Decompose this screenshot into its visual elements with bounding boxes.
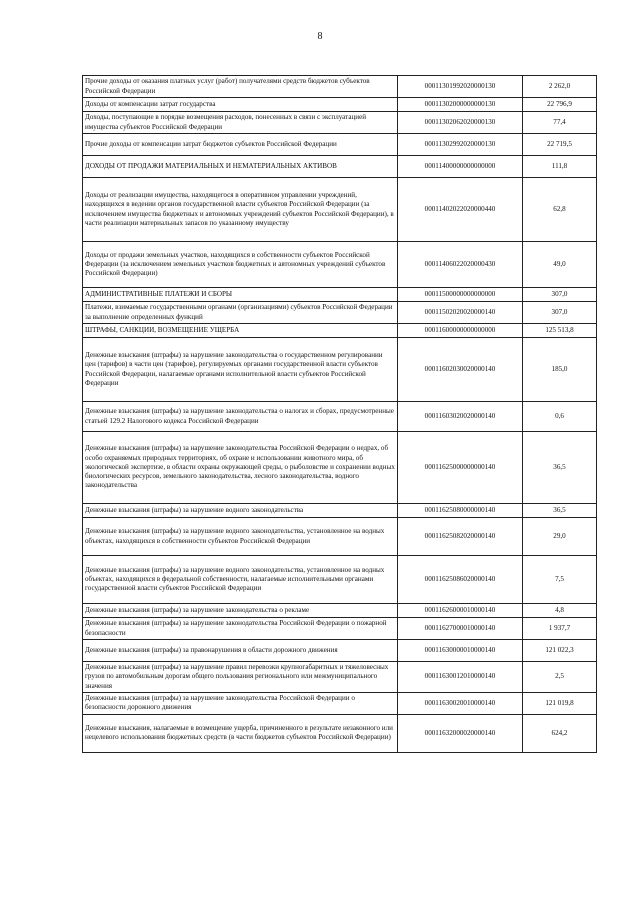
table-row: [83, 692, 597, 714]
row-name-cell: Прочие доходы от оказания платных услуг (работ) получателями средств бюджетов субъектов Российской Федерации: [83, 76, 398, 98]
table-row: [83, 76, 597, 98]
row-name-cell: Денежные взыскания (штрафы) за нарушение законодательства Российской Федерации о недрах, об особо охраняемых природных территориях, об охране и использовании животного мира, об экологической экспертизе, в области охраны окружающей среды, о рыболовстве и сохранении водных биологических ресурсов, земельного законодательства, лесного законодательства, водного законодательства: [83, 432, 398, 504]
row-name-cell: Доходы, поступающие в порядке возмещения расходов, понесенных в связи с эксплуатацией имущества субъектов Российской Федерации: [83, 112, 398, 134]
row-amount-cell: 7,5: [523, 556, 597, 604]
revenue-table-body: [83, 76, 597, 753]
row-name-cell: Денежные взыскания (штрафы) за нарушение правил перевозки крупногабаритных и тяжеловесных грузов по автомобильным дорогам общего пользования регионального или межмуниципального значения: [83, 662, 398, 693]
table-row: [83, 178, 597, 242]
row-amount-cell: 121 022,3: [523, 640, 597, 662]
row-amount-cell: 185,0: [523, 338, 597, 402]
table-row: [83, 156, 597, 178]
row-amount-cell: 307,0: [523, 288, 597, 302]
row-amount-cell: 49,0: [523, 242, 597, 288]
row-name-cell: Доходы от компенсации затрат государства: [83, 98, 398, 112]
row-name-cell: Прочие доходы от компенсации затрат бюджетов субъектов Российской Федерации: [83, 134, 398, 156]
row-amount-cell: 22 719,5: [523, 134, 597, 156]
row-name-cell: Денежные взыскания (штрафы) за нарушение водного законодательства, установленное на водных объектах, находящихся в собственности субъектов Российской Федерации: [83, 518, 398, 556]
row-name-cell: Денежные взыскания (штрафы) за нарушение законодательства о налогах и сборах, предусмотренные статьей 129.2 Налогового кодекса Российской Федерации: [83, 402, 398, 432]
row-code-cell: 00011301992020000130: [398, 76, 523, 98]
table-row: [83, 432, 597, 504]
row-code-cell: 00011625086020000140: [398, 556, 523, 604]
table-row: [83, 604, 597, 618]
row-code-cell: 00011630012010000140: [398, 662, 523, 693]
row-code-cell: 00011626000010000140: [398, 604, 523, 618]
row-code-cell: 00011625000000000140: [398, 432, 523, 504]
row-amount-cell: 111,8: [523, 156, 597, 178]
table-row: [83, 714, 597, 752]
row-name-cell: Денежные взыскания (штрафы) за правонарушения в области дорожного движения: [83, 640, 398, 662]
row-amount-cell: 2 262,0: [523, 76, 597, 98]
row-amount-cell: 307,0: [523, 302, 597, 324]
row-code-cell: 00011302062020000130: [398, 112, 523, 134]
row-code-cell: 00011500000000000000: [398, 288, 523, 302]
row-amount-cell: 4,8: [523, 604, 597, 618]
row-code-cell: 00011627000010000140: [398, 618, 523, 640]
row-code-cell: 00011402022020000440: [398, 178, 523, 242]
table-row: [83, 98, 597, 112]
row-name-cell: Доходы от продажи земельных участков, находящихся в собственности субъектов Российской Федерации (за исключением земельных участков бюджетных и автономных учреждений субъектов Российской Федерации): [83, 242, 398, 288]
row-code-cell: 00011502020020000140: [398, 302, 523, 324]
row-name-cell: Денежные взыскания (штрафы) за нарушение законодательства Российской Федерации о пожарной безопасности: [83, 618, 398, 640]
table-row: [83, 662, 597, 693]
row-amount-cell: 77,4: [523, 112, 597, 134]
row-code-cell: 00011400000000000000: [398, 156, 523, 178]
table-row: [83, 134, 597, 156]
row-code-cell: 00011630020010000140: [398, 692, 523, 714]
row-name-cell: Денежные взыскания (штрафы) за нарушение законодательства Российской Федерации о безопасности дорожного движения: [83, 692, 398, 714]
row-amount-cell: 22 796,9: [523, 98, 597, 112]
table-row: [83, 302, 597, 324]
table-row: [83, 618, 597, 640]
row-name-cell: Денежные взыскания (штрафы) за нарушение законодательства о рекламе: [83, 604, 398, 618]
row-code-cell: 00011302000000000130: [398, 98, 523, 112]
row-code-cell: 00011600000000000000: [398, 324, 523, 338]
table-row: [83, 288, 597, 302]
table-row: [83, 324, 597, 338]
row-code-cell: 00011632000020000140: [398, 714, 523, 752]
row-name-cell: Денежные взыскания (штрафы) за нарушение водного законодательства, установленное на водных объектах, находящихся в федеральной собственности, налагаемые исполнительными органами государственной власти субъектов Российской Федерации: [83, 556, 398, 604]
row-amount-cell: 121 019,8: [523, 692, 597, 714]
row-name-cell: Денежные взыскания, налагаемые в возмещение ущерба, причиненного в результате незаконного или нецелевого использования бюджетных средств (в части бюджетов субъектов Российской Федерации): [83, 714, 398, 752]
row-code-cell: 00011602030020000140: [398, 338, 523, 402]
table-row: [83, 518, 597, 556]
row-name-cell: Денежные взыскания (штрафы) за нарушение законодательства о государственном регулировании цен (тарифов) в части цен (тарифов), регулируемых органами государственной власти субъектов Российской Федерации, налагаемые органами исполнительной власти субъектов Российской Федерации: [83, 338, 398, 402]
row-name-cell: Платежи, взимаемые государственными органами (организациями) субъектов Российской Федерации за выполнение определенных функций: [83, 302, 398, 324]
row-name-cell: АДМИНИСТРАТИВНЫЕ ПЛАТЕЖИ И СБОРЫ: [83, 288, 398, 302]
row-amount-cell: 36,5: [523, 504, 597, 518]
row-amount-cell: 1 937,7: [523, 618, 597, 640]
row-name-cell: Денежные взыскания (штрафы) за нарушение водного законодательства: [83, 504, 398, 518]
row-code-cell: 00011625082020000140: [398, 518, 523, 556]
row-code-cell: 00011603020020000140: [398, 402, 523, 432]
row-amount-cell: 29,0: [523, 518, 597, 556]
row-amount-cell: 624,2: [523, 714, 597, 752]
table-row: [83, 338, 597, 402]
table-row: [83, 504, 597, 518]
row-code-cell: 00011630000010000140: [398, 640, 523, 662]
row-name-cell: ШТРАФЫ, САНКЦИИ, ВОЗМЕЩЕНИЕ УЩЕРБА: [83, 324, 398, 338]
table-row: [83, 402, 597, 432]
row-amount-cell: 2,5: [523, 662, 597, 693]
page-number: 8: [317, 31, 323, 42]
row-code-cell: 00011625080000000140: [398, 504, 523, 518]
row-name-cell: Доходы от реализации имущества, находящегося в оперативном управлении учреждений, находящихся в ведении органов государственной власти субъектов Российской Федерации (за исключением имущества бюджетных и автономных учреждений субъектов Российской Федерации), в части реализации материальных запасов по указанному имуществу: [83, 178, 398, 242]
row-name-cell: ДОХОДЫ ОТ ПРОДАЖИ МАТЕРИАЛЬНЫХ И НЕМАТЕРИАЛЬНЫХ АКТИВОВ: [83, 156, 398, 178]
table-row: [83, 112, 597, 134]
row-amount-cell: 62,8: [523, 178, 597, 242]
row-amount-cell: 0,6: [523, 402, 597, 432]
revenue-table: [82, 75, 597, 753]
table-row: [83, 556, 597, 604]
row-amount-cell: 125 513,8: [523, 324, 597, 338]
table-row: [83, 242, 597, 288]
table-row: [83, 640, 597, 662]
row-amount-cell: 36,5: [523, 432, 597, 504]
row-code-cell: 00011302992020000130: [398, 134, 523, 156]
row-code-cell: 00011406022020000430: [398, 242, 523, 288]
